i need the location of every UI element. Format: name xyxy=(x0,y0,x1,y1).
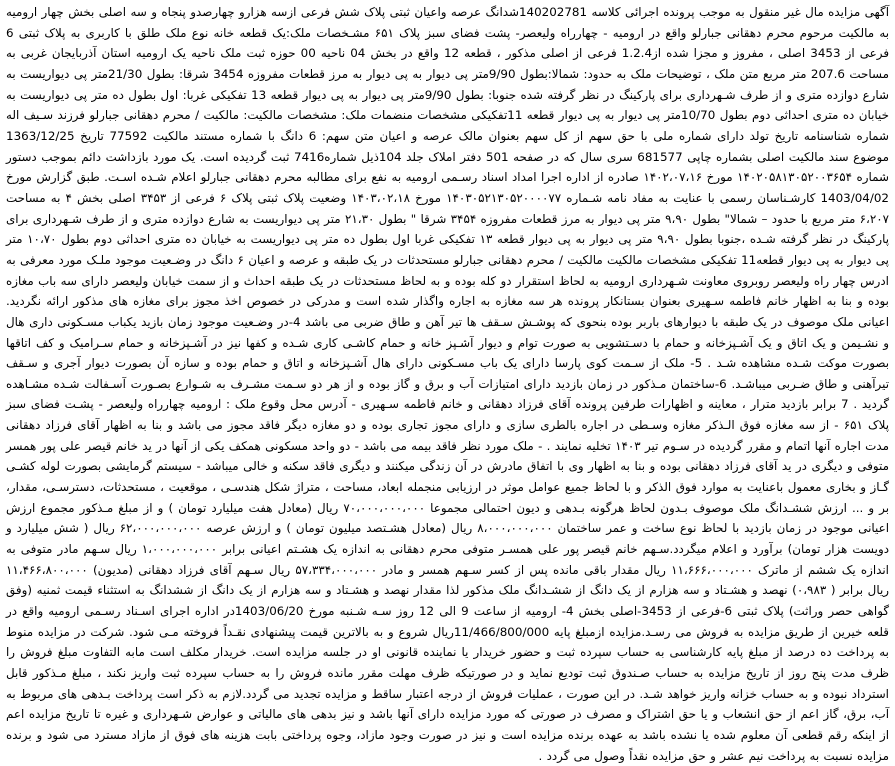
auction-notice-body: آگهی مزایده مال غیر منقول به موجب پرونده اجرائی کلاسه 140202781شدانگ عرصه واعیان ثبتی پلاک شش فرعی ازسه هزارو چهارصدو پنجاه و سه اصلی بخش چهار ارومیه به مالکیت مرحوم محرم دهقانی جبارلو واقع در ارومیه - چهارراه ولیعصر- پشت فضای سبز پلاک ۶۵۱ مشـخصات ملک:یک قطعه خانه نوع ملک طلق با کاربری به پلاک ثبتی 6 فرعی از 3453 اصلی ، مفروز و مجزا شده از1.2.4 فرعی از اصلی مذکور ، قطعه 12 واقع در بخش 04 ناحیه 00 حوزه ثبت ملک ناحیه یک ارومیه استان آذربایجان غربی به مساحت 207.6 متر مربع متن ملک ، توضیحات ملک به حدود: شمالا:بطول 9/90متر پی دیوار به پی دیوار به مرز قطعات مفروزه 3454 شرقا: بطول 21/30متر پی دیواریست به شارع دوازده متری و از طرف شـهرداری برای پارکینگ در نظر گرفته شده جنوبا: بطول 9/90متر پی دیوار به پی دیوار قطعه 13 تفکیکی غربا: اول بطول ده متر پی دیواریست به خیابان ده متری احداثی دوم بطول 10/70متر پی دیوار به پی دیوار قطعه 11تفکیکی مشخصات منضمات ملک: مشخصات مالکیت: مالکیت / محرم دهقانی جبارلو فرزند سـیف اله شماره شناسنامه تاریخ تولد دارای شماره ملی با حق سهم از کل سهم بعنوان مالک عرصه و اعیان متن سهم: 6 دانگ با شماره مستند مالکیت 77592 تاریخ 1363/12/25 موضوع سند مالکیت اصلی بشماره چاپی 681577 سری سال که در صفحه 501 دفتر املاک جلد 104ذیل شماره7416 ثبت گردیده است. یک مورد بازداشت دائم بموجب دستور شماره ۱۴۰۲۰۵۸۱۳۰۵۲۰۰۳۶۵۴ مورخ ۱۴۰۲،۰۷،۱۶ صادره از اداره اجرا امداد اسناد رسـمی ارومیه به نفع برای مطالبه محرم دهقانی جبارلو اعلام شـده اسـت. طبق گزارش مورخ 1403/04/02 کارشـناسان رسمی با عنایت به مفاد نامه شـماره ۱۴۰۳۰۵۲۱۳۰۵۲۰۰۰۰۷۷ مورخ ۱۴۰۳،۰۲،۱۸ وضعیت پلاک ثبتی پلاک ۶ فرعی از ۳۴۵۳ اصلی بخش ۴ به مساحت ۶،۲۰۷ متر مربع با حدود – شمالا" بطول ۹،۹۰ متر پی دیوار به مرز قطعات مفروزه ۳۴۵۴ شرقا " بطول ۲۱،۳۰ متر پی دیواریست به شارع دوازده متری و از طرف شـهرداری برای پارکینگ در نظر گرفته شـده ،جنوبا بطول ۹،۹۰ متر پی دیوار به پی دیوار قطعه ۱۳ تفکیکی غربا اول بطول ده متر پی دیواریست به خیابان ده متری احداثی دوم بطول ۱۰،۷۰ متر پی دیوار به پی دیوار قطعه11 تفکیکی مشخصات مالکیت مالکیت / محرم دهقانی جبارلو مستحدثات در یک طبقه و عرصه و اعیان ۶ دانگ در وضـعیت موجود ملـک مورد معرفی به ادرس چهار راه ولیعصر روبروی معاونت شـهرداری ارومیه به لحاظ استقرار دو کله بوده و به لحاظ مستحدثات در یک طبقه احداث و از سمت خیابان ولیعصر دارای سه باب مغازه بوده و بنا به اظهار خانم فاطمه سـهیری بعنوان بستانکار پرونده هر سه مغازه به اجاره واگذار شده است و مدرکی در خصوص اخذ مجوز برای مغازه های مذکور ارائه نگردید. اعیانی ملک موصوف در یک طبقه با دیوارهای باربر بوده بنحوی که پوشـش سـقف ها تیر آهن و طاق ضربی می باشد 4-در وضـعیت موجود زمان بازید یکباب مسـکونی داری هال و نشـیمن و یک اتاق و یک آشـپزخانه و حمام با دسـتشویی به صورت توام و دیوار آشـپز خانه و حمام کاشـی کاری شـده و کفها نیز در آشـپزخانه و حمام سـرامیک و کف اتاقها بصورت موکت شـده مشاهده شـد . 5- ملک از سـمت کوی پارسا دارای یک باب مسـکونی دارای هال آشـپزخانه و اتاق و حمام بوده و سازه آن بصورت دیوار آجری و سـقف تیرآهنی و طاق ضـربی میباشـد. 6-ساختمان مـذکور در زمان بازدید دارای امتیازات آب و برق و گاز بوده و از هر دو سـمت مشـرف به شـوارع بصـورت آسـفالت شـده مشـاهده گردید . 7 برابر بازدید مترار ، معاینه و اظهارات طرفین پرونده آقای فرزاد دهقانی و خانم فاطمه سـهیری - آدرس محل وقوع ملک : ارومیه چهارراه ولیعصر - پشـت فضای سبز پلاک ۶۵۱ - از سه مغازه فوق الـذکر مغازه وسـطی در اجاره بالطری سازی و دارای مجوز تجاری بوده و دو مغازه دیگر فاقد مجوز می باشد و بنا به اظهار آقای فرزاد دهقانی مدت اجاره آنها اتمام و مقرر گردیده در سـوم تیر ۱۴۰۳ تخلیه نمایند . - ملک مورد نظر فاقد بیمه می باشد - دو واحد مسکونی همکف یکی از آنها در ید خانم قیصر علی پور همسر متوفی و دیگری در ید آقای فرزاد دهقانی بوده و بنا به اظهار وی با اتفاق مادرش در آن زندگی میکنند و دیگری فاقد سکنه و خالی میباشد - سیستم گرمایشی بصورت لوله کشـی گـاز و بخاری معمول باعنایت به موارد فوق الذکر و با لحاظ جمیع عوامل موثر در ارزیابی منجمله ابعاد، مساحت ، متراژ شکل هندسـی ، موقعیت ، مستحدثات، دسترسـی، مقدار، بر و ... ارزش ششـدانگ ملک موصوف بـدون لحاظ هرگونه بـدهی و دیون احتمالی مجموعا ۷۰،۰۰۰،۰۰۰،۰۰۰ ریال (معادل هفت میلیارد تومان ) و از مبلغ مـذکور مجموع ارزش اعیانی موجود در زمان بازدید با لحاظ نوع ساخت و عمر ساختمان ۸،۰۰۰،۰۰۰،۰۰۰ ریال (معادل هشـتصد میلیون تومان ) و ارزش عرصه ۶۲،۰۰۰،۰۰۰،۰۰۰ ریال ( شش میلیارد و دویست هزار تومان) برآورد و اعلام میگردد.سـهم خانم قیصر پور علی همسـر متوفی محرم دهقانی به اندازه یک هشـتم اعیانی برابر ۱،۰۰۰،۰۰۰،۰۰۰ ریال سـهم مادر متوفی به اندازه یک ششم از ماترک ۱۱،۶۶۶،۰۰۰،۰۰۰ ریال مقدار باقی مانده پس از کسر سـهم همسر و مادر ۵۷،۳۳۴،۰۰۰،۰۰۰ ریال سـهم آقای فرزاد دهقانی (مدیون) ۱۱،۴۶۶،۸۰۰،۰۰۰ ریال برابر ( ۰،۹۸۳) نهصد و هشـتاد و سه هزارم از یک دانگ از ششـدانگ ملک مذکور لذا مقدار نهصد و هشـتاد و سه هزارم از یک دانگ از ششدانگ به استثناء قیمت ثمنیه (وفق گواهی حصر وراثت) پلاک ثبتی 6-فرعی از 3453-اصلی بخش 4- ارومیه از ساعت 9 الی 12 روز سـه شـنبه مورخ 1403/06/20در اداره اجرای اسـناد رسـمی ارومیه واقع در قلعه خیرین از طریق مزایده به فروش می رسـد.مزایده ازمبلغ پایه 11/466/800/000ریال شروع و به بالاترین قیمت پیشنهادی نقـداً فروخته مـی شود. شرکت در مزایده منوط به پرداخت ده درصد از مبلغ پایه کارشناسی به حساب سپرده ثبت و حضور خریدار یا نماینده قانونی او در جلسه مزایده است. خریدار مکلف است مابه التفاوت مبلغ فروش را ظرف مدت پنج روز از تاریخ مزایده به حساب صـندوق ثبت تودیع نماید و در صورتیکه ظرف مهلت مقرر مانده فروش را به حساب سپرده ثبت واریز نکند ، مبلغ مـذکور قابل استرداد نبوده و به حساب خزانه واریز خواهد شـد. در این صورت ، عملیات فروش از درجه اعتبار ساقط و مزایده تجدید می گردد.لازم به ذکر است پرداخت بـدهی های مربوط به آب، برق، گاز اعم از حق انشعاب و یا حق اشتراک و مصرف در صورتی که مورد مزایده دارای آنها باشد و نیز بدهی های مالیاتی و عوارض شـهرداری و غیره تا تاریخ مزایده اعم از اینکه رقم قطعی آن معلوم شده یا نشده باشد به عهده برنده مزایده است و نیز در صورت وجود مازاد، وجوه پرداختی بابت هزینه های فوق از مازاد مسترد می شود و برنده مزایده نسبت به پرداخت نیم عشر و حق مزایده نقداً وصول می گردد . xyxy=(6,5,890,763)
